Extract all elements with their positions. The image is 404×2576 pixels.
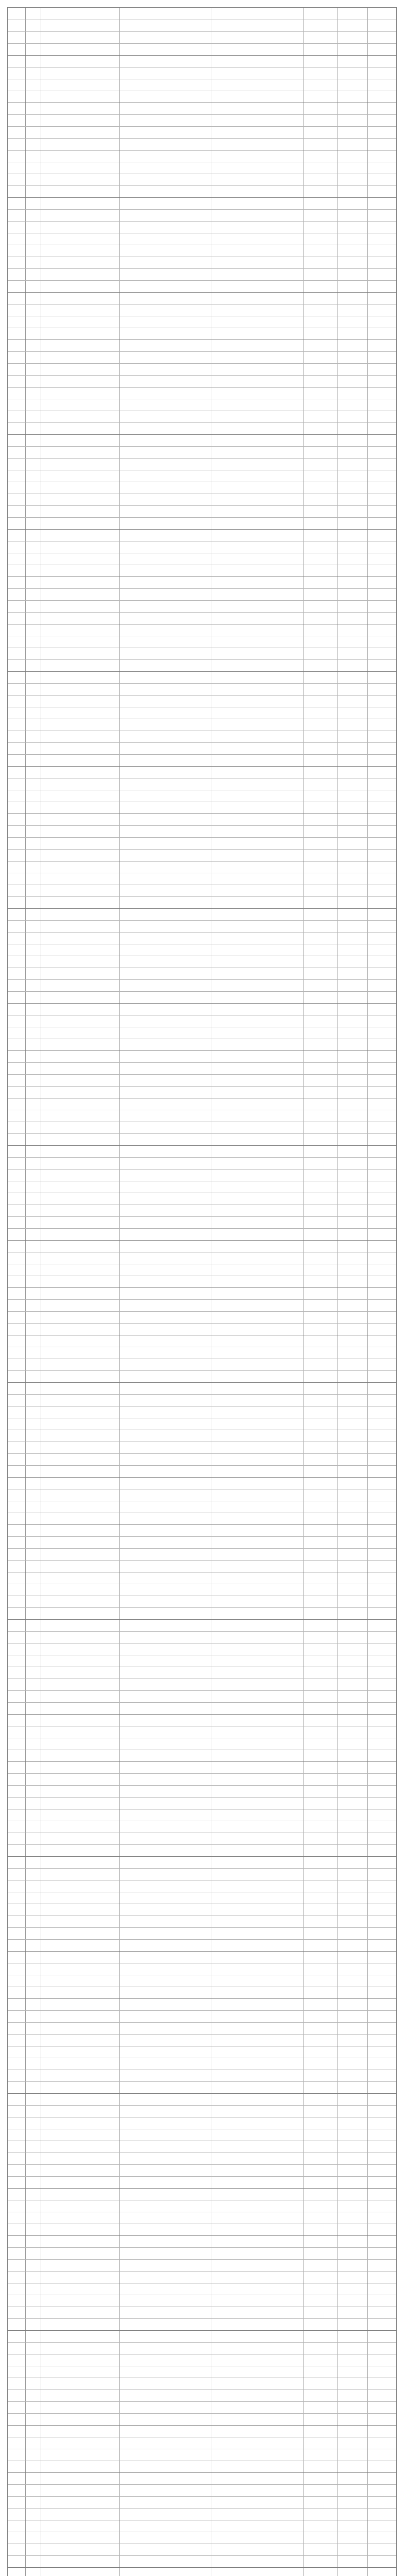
table-row-divider	[8, 209, 396, 210]
table-row-divider	[8, 2425, 396, 2426]
table-row-divider	[8, 920, 396, 921]
table-row-divider	[8, 1939, 396, 1940]
table-row-divider	[8, 2188, 396, 2189]
table-row-divider	[8, 363, 396, 364]
table-row-divider	[8, 1619, 396, 1620]
table-row-divider	[8, 1773, 396, 1774]
table-row-divider	[8, 695, 396, 696]
table-column-divider	[25, 8, 26, 2576]
table-row-divider	[8, 2034, 396, 2035]
table-row-divider	[8, 2389, 396, 2390]
table-row-divider	[8, 126, 396, 127]
table-row-divider	[8, 2235, 396, 2236]
table-row-divider	[8, 1714, 396, 1715]
data-table	[7, 7, 397, 2576]
table-row-divider	[8, 766, 396, 767]
table-row-divider	[8, 1287, 396, 1288]
table-row-divider	[8, 2496, 396, 2497]
table-row-divider	[8, 1050, 396, 1051]
table-row-divider	[8, 1145, 396, 1146]
table-column-divider	[367, 8, 368, 2576]
table-row-divider	[8, 1868, 396, 1869]
table-row-divider	[8, 1998, 396, 1999]
table-row-divider	[8, 659, 396, 660]
table-row-divider	[8, 1133, 396, 1134]
table-row-divider	[8, 1062, 396, 1063]
table-row-divider	[8, 292, 396, 293]
table-row-divider	[8, 1951, 396, 1952]
table-row-divider	[8, 351, 396, 352]
table-row-divider	[8, 1370, 396, 1371]
table-row-divider	[8, 2401, 396, 2402]
table-row-divider	[8, 742, 396, 743]
table-row-divider	[8, 1299, 396, 1300]
table-row-divider	[8, 1607, 396, 1608]
table-row-divider	[8, 2318, 396, 2319]
table-row-divider	[8, 1524, 396, 1525]
table-row-divider	[8, 1240, 396, 1241]
table-row-divider	[8, 825, 396, 826]
table-row-divider	[8, 2105, 396, 2106]
table-row-divider	[8, 2081, 396, 2082]
table-row-divider	[8, 896, 396, 897]
table-row-divider	[8, 991, 396, 992]
table-row-divider	[8, 1690, 396, 1691]
table-row-divider	[8, 1856, 396, 1857]
table-row-divider	[8, 268, 396, 269]
table-row-divider	[8, 2342, 396, 2343]
table-row-divider	[8, 1228, 396, 1229]
table-row-divider	[8, 1927, 396, 1928]
table-row-divider	[8, 2247, 396, 2248]
table-row-divider	[8, 1086, 396, 1087]
table-row-divider	[8, 1702, 396, 1703]
table-row-divider	[8, 1536, 396, 1537]
table-row-divider	[8, 979, 396, 980]
table-row-divider	[8, 458, 396, 459]
table-row-divider	[8, 1216, 396, 1217]
table-row-divider	[8, 932, 396, 933]
table-row-divider	[8, 2176, 396, 2177]
table-row-divider	[8, 1844, 396, 1845]
table-row-divider	[8, 1477, 396, 1478]
table-row-divider	[8, 422, 396, 423]
table-row-divider	[8, 671, 396, 672]
table-row-divider	[8, 908, 396, 909]
table-row-divider	[8, 612, 396, 613]
table-row-divider	[8, 2259, 396, 2260]
table-row-divider	[8, 2472, 396, 2473]
table-column-divider	[119, 8, 120, 2576]
table-row-divider	[8, 2484, 396, 2485]
table-row-divider	[8, 221, 396, 222]
table-row-divider	[8, 517, 396, 518]
table-row-divider	[8, 1631, 396, 1632]
table-row-divider	[8, 1003, 396, 1004]
table-row-divider	[8, 1323, 396, 1324]
table-row-divider	[8, 55, 396, 56]
table-row-divider	[8, 837, 396, 838]
table-row-divider	[8, 529, 396, 530]
table-row-divider	[8, 1453, 396, 1454]
table-row-divider	[8, 43, 396, 44]
table-row-divider	[8, 1169, 396, 1170]
table-row-divider	[8, 1797, 396, 1798]
table-row-divider	[8, 1382, 396, 1383]
table-row-divider	[8, 1785, 396, 1786]
table-row-divider	[8, 2010, 396, 2011]
table-row-divider	[8, 2413, 396, 2414]
table-row-divider	[8, 280, 396, 281]
table-row-divider	[8, 1311, 396, 1312]
table-row-divider	[8, 1560, 396, 1561]
table-row-divider	[8, 2093, 396, 2094]
table-row-divider	[8, 446, 396, 447]
table-row-divider	[8, 138, 396, 139]
table-row-divider	[8, 2555, 396, 2556]
table-row-divider	[8, 2022, 396, 2023]
table-row-divider	[8, 600, 396, 601]
table-row-divider	[8, 2567, 396, 2568]
table-row-divider	[8, 185, 396, 186]
table-row-divider	[8, 1157, 396, 1158]
table-row-divider	[8, 2271, 396, 2272]
table-row-divider	[8, 1465, 396, 1466]
table-row-divider	[8, 683, 396, 684]
table-row-divider	[8, 588, 396, 589]
table-row-divider	[8, 434, 396, 435]
table-row-divider	[8, 1761, 396, 1762]
table-row-divider	[8, 754, 396, 755]
table-row-divider	[8, 849, 396, 850]
table-row-divider	[8, 1548, 396, 1549]
table-row-divider	[8, 1394, 396, 1395]
table-row-divider	[8, 31, 396, 32]
table-row-divider	[8, 505, 396, 506]
table-row-divider	[8, 375, 396, 376]
table-row-divider	[8, 2164, 396, 2165]
table-row-divider	[8, 2330, 396, 2331]
table-row-divider	[8, 197, 396, 198]
table-row-divider	[8, 114, 396, 115]
table-row-divider	[8, 1074, 396, 1075]
table-row-divider	[8, 2508, 396, 2509]
